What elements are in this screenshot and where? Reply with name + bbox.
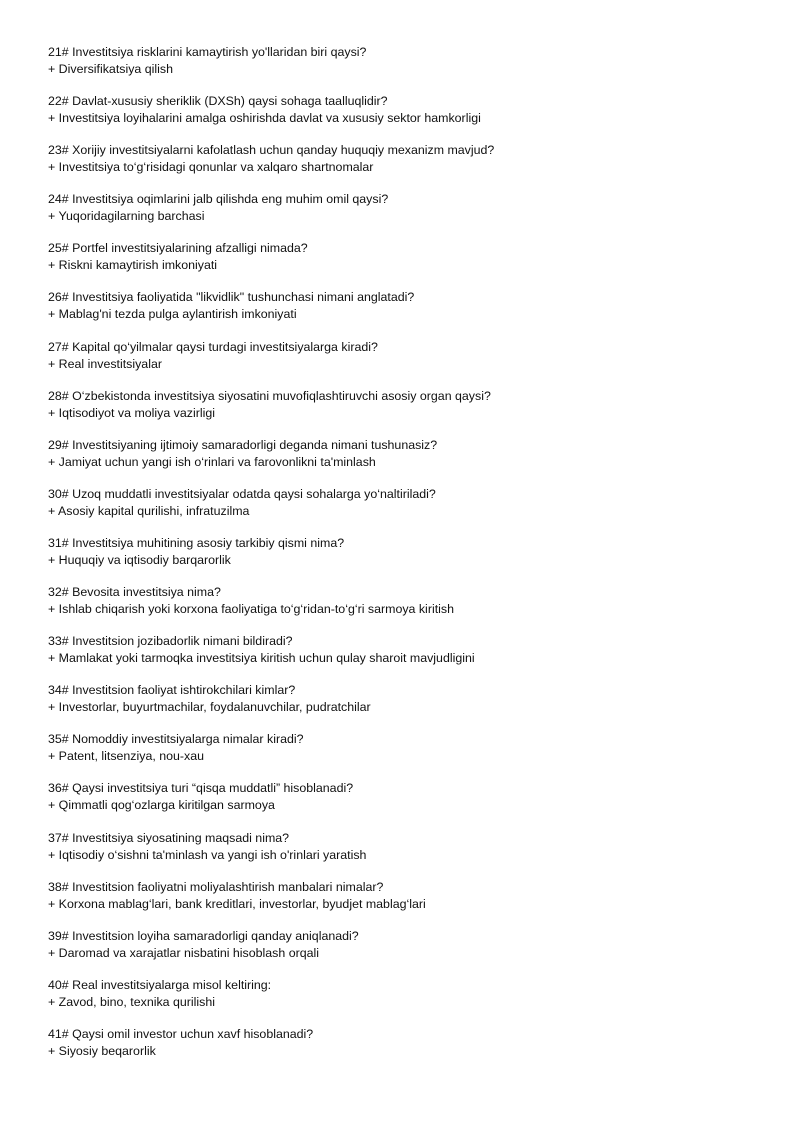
question-text: 34# Investitsion faoliyat ishtirokchilari kimlar? <box>48 683 296 698</box>
answer-text: + Asosiy kapital qurilishi, infratuzilma <box>48 503 250 518</box>
question-text: 25# Portfel investitsiyalarining afzalligi nimada? <box>48 241 308 256</box>
answer-text: + Patent, litsenziya, nou-xau <box>48 749 205 764</box>
question-block <box>48 633 768 682</box>
question-block <box>48 339 768 388</box>
question-text: 23# Xorijiy investitsiyalarni kafolatlash uchun qanday huquqiy mexanizm mavjud? <box>48 143 495 158</box>
answer-text: + Mablag'ni tezda pulga aylantirish imkoniyati <box>48 307 297 322</box>
question-text: 21# Investitsiya risklarini kamaytirish yo'llaridan biri qaysi? <box>48 45 367 59</box>
question-block <box>48 240 768 289</box>
question-text: 26# Investitsiya faoliyatida "likvidlik" tushunchasi nimani anglatadi? <box>48 290 415 305</box>
answer-text: + Jamiyat uchun yangi ish o‘rinlari va farovonlikni ta'minlash <box>48 454 376 469</box>
question-text: 32# Bevosita investitsiya nima? <box>48 585 221 600</box>
question-list <box>48 44 768 1075</box>
question-text: 30# Uzoq muddatli investitsiyalar odatda qaysi sohalarga yo‘naltiriladi? <box>48 486 436 501</box>
question-block <box>48 682 768 731</box>
question-text: 27# Kapital qo‘yilmalar qaysi turdagi investitsiyalarga kiradi? <box>48 339 378 354</box>
question-block <box>48 928 768 977</box>
question-block <box>48 437 768 486</box>
question-block <box>48 289 768 338</box>
answer-text: + Qimmatli qog‘ozlarga kiritilgan sarmoya <box>48 798 275 813</box>
question-block <box>48 142 768 191</box>
question-block <box>48 780 768 829</box>
answer-text: + Iqtisodiyot va moliya vazirligi <box>48 405 215 420</box>
question-block <box>48 977 768 1026</box>
answer-text: + Daromad va xarajatlar nisbatini hisoblash orqali <box>48 945 320 960</box>
question-text: 38# Investitsion faoliyatni moliyalashtirish manbalari nimalar? <box>48 879 384 894</box>
question-block <box>48 584 768 633</box>
question-text: 31# Investitsiya muhitining asosiy tarkibiy qismi nima? <box>48 535 345 550</box>
question-block <box>48 1026 768 1075</box>
question-block <box>48 486 768 535</box>
question-block <box>48 388 768 437</box>
answer-text: + Ishlab chiqarish yoki korxona faoliyatiga to‘g‘ridan-to‘g‘ri sarmoya kiritish <box>48 602 454 617</box>
question-text: 24# Investitsiya oqimlarini jalb qilishda eng muhim omil qaysi? <box>48 192 389 207</box>
question-text: 29# Investitsiyaning ijtimoiy samaradorligi deganda nimani tushunasiz? <box>48 437 438 452</box>
answer-text: + Korxona mablag‘lari, bank kreditlari, investorlar, byudjet mablag‘lari <box>48 896 426 911</box>
question-text: 40# Real investitsiyalarga misol keltiring: <box>48 977 272 992</box>
question-text: 33# Investitsion jozibadorlik nimani bildiradi? <box>48 634 293 649</box>
question-text: 35# Nomoddiy investitsiyalarga nimalar kiradi? <box>48 732 304 747</box>
answer-text: + Real investitsiyalar <box>48 356 162 371</box>
answer-text: + Iqtisodiy o‘sishni ta'minlash va yangi ish o'rinlari yaratish <box>48 847 367 862</box>
answer-text: + Siyosiy beqarorlik <box>48 1043 156 1058</box>
question-block <box>48 731 768 780</box>
answer-text: + Investorlar, buyurtmachilar, foydalanuvchilar, pudratchilar <box>48 700 371 715</box>
question-text: 28# O‘zbekistonda investitsiya siyosatini muvofiqlashtiruvchi asosiy organ qaysi? <box>48 388 491 403</box>
question-text: 39# Investitsion loyiha samaradorligi qanday aniqlanadi? <box>48 928 359 943</box>
question-block <box>48 44 768 93</box>
question-text: 36# Qaysi investitsiya turi “qisqa muddatli” hisoblanadi? <box>48 781 354 796</box>
question-text: 41# Qaysi omil investor uchun xavf hisoblanadi? <box>48 1026 314 1041</box>
answer-text: + Investitsiya loyihalarini amalga oshirishda davlat va xususiy sektor hamkorligi <box>48 111 481 126</box>
answer-text: + Mamlakat yoki tarmoqka investitsiya kiritish uchun qulay sharoit mavjudligini <box>48 651 475 666</box>
question-block <box>48 93 768 142</box>
answer-text: + Riskni kamaytirish imkoniyati <box>48 258 218 273</box>
question-block <box>48 535 768 584</box>
answer-text: + Diversifikatsiya qilish <box>48 62 173 76</box>
answer-text: + Yuqoridagilarning barchasi <box>48 209 205 224</box>
question-text: 37# Investitsiya siyosatining maqsadi nima? <box>48 830 290 845</box>
question-block <box>48 879 768 928</box>
answer-text: + Huquqiy va iqtisodiy barqarorlik <box>48 552 231 567</box>
answer-text: + Zavod, bino, texnika qurilishi <box>48 994 216 1009</box>
answer-text: + Investitsiya to‘g‘risidagi qonunlar va xalqaro shartnomalar <box>48 160 374 175</box>
question-block <box>48 830 768 879</box>
question-text: 22# Davlat-xususiy sheriklik (DXSh) qaysi sohaga taalluqlidir? <box>48 94 388 109</box>
question-block <box>48 191 768 240</box>
